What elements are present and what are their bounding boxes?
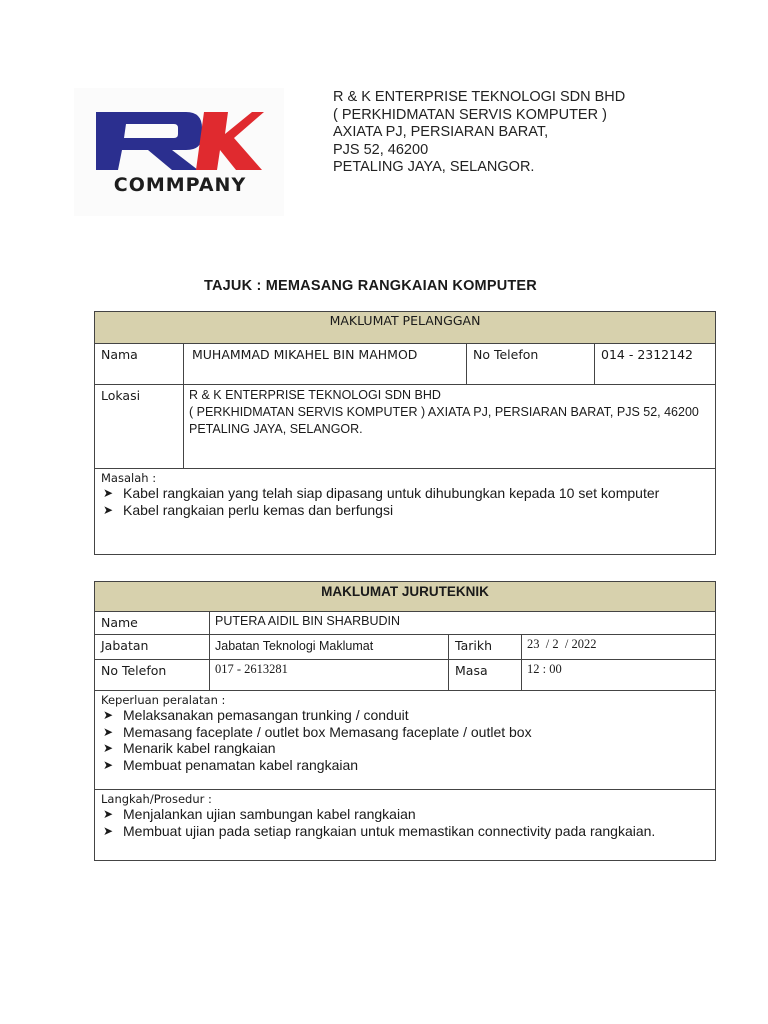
document-title: TAJUK : MEMASANG RANGKAIAN KOMPUTER (204, 278, 537, 294)
company-address (333, 89, 625, 177)
company-line: PETALING JAYA, SELANGOR. (333, 159, 535, 175)
lokasi-value: R & K ENTERPRISE TEKNOLOGI SDN BHD ( PERKHIDMATAN SERVIS KOMPUTER ) AXIATA PJ, PERSIARAN BARAT, PJS 52, 46200 PETALING JAYA, SELANGOR. (184, 385, 716, 469)
company-line: AXIATA PJ, PERSIARAN BARAT, (333, 124, 549, 140)
technician-info-table (94, 581, 716, 861)
tarikh-value: 23 / 2 / 2022 (522, 635, 716, 660)
jabatan-label: Jabatan (95, 635, 210, 660)
keperluan-list (95, 707, 715, 773)
technician-info-header: MAKLUMAT JURUTEKNIK (95, 582, 716, 612)
company-line: PJS 52, 46200 (333, 141, 429, 158)
company-line: ( PERKHIDMATAN SERVIS KOMPUTER ) (333, 106, 607, 123)
jabatan-value: Jabatan Teknologi Maklumat (210, 635, 449, 660)
logo-wordmark: COMMPANY (113, 174, 247, 196)
keperluan-section (95, 691, 716, 790)
langkah-section (95, 790, 716, 861)
technician-telefon-value: 017 - 2613281 (210, 660, 449, 691)
list-item: ➤ Membuat penamatan kabel rangkaian (123, 757, 715, 774)
list-item: ➤ Memasang faceplate / outlet box Memasang faceplate / outlet box (123, 724, 715, 741)
langkah-label: Langkah/Prosedur : (101, 792, 212, 806)
list-item: ➤ Menjalankan ujian sambungan kabel rangkaian (123, 806, 715, 823)
nama-label: Nama (95, 344, 184, 385)
tarikh-label: Tarikh (449, 635, 522, 660)
telefon-label: No Telefon (467, 344, 595, 385)
customer-info-table (94, 311, 716, 555)
masalah-label: Masalah : (101, 471, 157, 485)
name-label: Name (95, 612, 210, 635)
nama-value: MUHAMMAD MIKAHEL BIN MAHMOD (184, 344, 467, 385)
list-item: ➤ Membuat ujian pada setiap rangkaian untuk memastikan connectivity pada rangkaian. (123, 823, 715, 840)
list-item: ➤ Menarik kabel rangkaian (123, 740, 715, 757)
masa-label: Masa (449, 660, 522, 691)
masa-value: 12 : 00 (522, 660, 716, 691)
name-value: PUTERA AIDIL BIN SHARBUDIN (210, 612, 716, 635)
list-item: ➤ Kabel rangkaian perlu kemas dan berfungsi (123, 502, 715, 519)
langkah-list (95, 806, 715, 839)
customer-info-header: MAKLUMAT PELANGGAN (95, 312, 716, 344)
telefon-value: 014 - 2312142 (595, 344, 716, 385)
company-line: R & K ENTERPRISE TEKNOLOGI SDN BHD (333, 89, 626, 105)
list-item: ➤ Melaksanakan pemasangan trunking / conduit (123, 707, 715, 724)
lokasi-label: Lokasi (95, 385, 184, 469)
masalah-section (95, 469, 716, 555)
rk-logo-mark (74, 88, 284, 178)
masalah-list (95, 485, 715, 518)
technician-telefon-label: No Telefon (95, 660, 210, 691)
company-logo (74, 88, 284, 216)
keperluan-label: Keperluan peralatan : (101, 693, 226, 707)
list-item: ➤ Kabel rangkaian yang telah siap dipasang untuk dihubungkan kepada 10 set komputer (123, 485, 715, 502)
